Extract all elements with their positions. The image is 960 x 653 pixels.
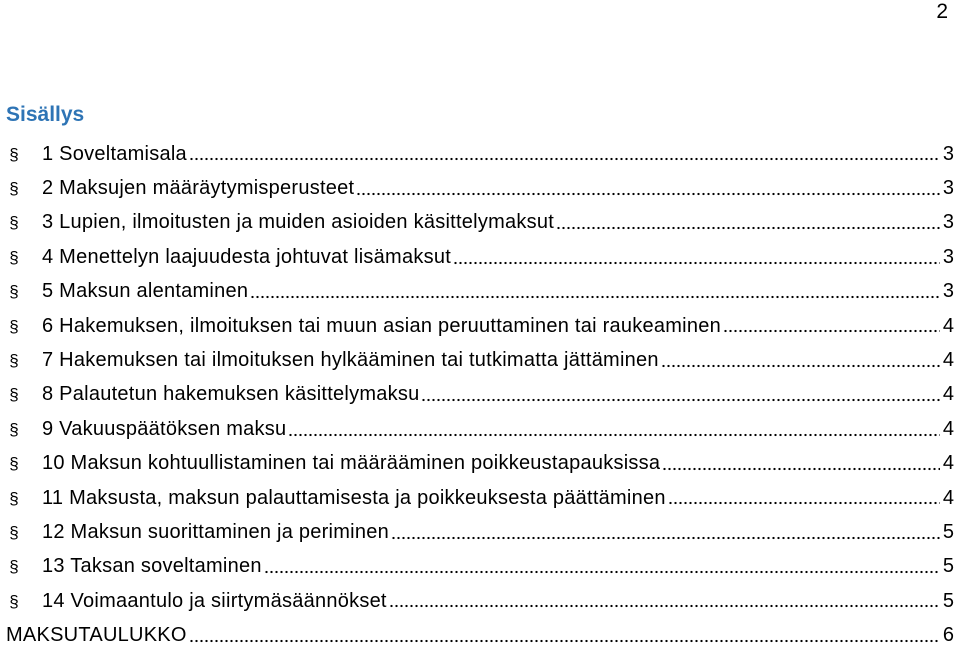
- toc-entry-title: 4 Menettelyn laajuudesta johtuvat lisämaksut: [42, 245, 452, 268]
- toc-entry-title: 14 Voimaantulo ja siirtymäsäännökset: [42, 589, 387, 612]
- toc-entry-title: 3 Lupien, ilmoitusten ja muiden asioiden käsittelymaksut: [42, 211, 555, 234]
- dot-leader: [391, 536, 940, 540]
- toc-entry-title: 7 Hakemuksen tai ilmoituksen hylkääminen tai tutkimatta jättäminen: [42, 349, 659, 372]
- section-mark-icon: §: [9, 419, 19, 439]
- dot-leader: [356, 192, 940, 196]
- toc-entry-page: 4: [942, 349, 954, 372]
- dot-leader: [288, 433, 940, 437]
- section-mark-icon: §: [9, 591, 19, 611]
- toc-entry-page: 4: [942, 417, 954, 440]
- toc-entry[interactable]: [0, 618, 960, 652]
- toc-entry-title: 8 Palautetun hakemuksen käsittelymaksu: [42, 383, 420, 406]
- toc-entry[interactable]: [0, 447, 960, 481]
- section-mark-icon: §: [9, 385, 19, 405]
- section-mark-icon: §: [9, 144, 19, 164]
- section-mark-icon: §: [9, 213, 19, 233]
- toc-entry[interactable]: [0, 171, 960, 205]
- toc-entry-page: 4: [942, 314, 954, 337]
- section-mark-icon: §: [9, 247, 19, 267]
- toc-entry-title: 13 Taksan soveltaminen: [42, 555, 262, 578]
- section-mark-icon: §: [9, 282, 19, 302]
- toc-entry-page: 5: [942, 589, 954, 612]
- dot-leader: [723, 329, 940, 333]
- dot-leader: [264, 570, 940, 574]
- toc-entry-title: 1 Soveltamisala: [42, 142, 187, 165]
- toc-entry-page: 4: [942, 452, 954, 475]
- page-number: 2: [936, 0, 948, 23]
- section-mark-icon: §: [9, 179, 19, 199]
- toc-entry[interactable]: [0, 240, 960, 274]
- dot-leader: [668, 501, 940, 505]
- toc-entry-page: 5: [942, 555, 954, 578]
- toc-entry-title: 2 Maksujen määräytymisperusteet: [42, 177, 355, 200]
- toc-entry-page: 4: [942, 383, 954, 406]
- toc-entry[interactable]: [0, 378, 960, 412]
- toc-entry-page: 5: [942, 520, 954, 543]
- toc-entry-page: 3: [942, 142, 954, 165]
- dot-leader: [189, 157, 940, 161]
- toc-entry-title: MAKSUTAULUKKO: [6, 624, 187, 647]
- toc-entry[interactable]: [0, 550, 960, 584]
- toc-entry-page: 6: [942, 624, 954, 647]
- toc-entry-page: 4: [942, 486, 954, 509]
- dot-leader: [556, 226, 940, 230]
- toc-entry-title: 11 Maksusta, maksun palauttamisesta ja poikkeuksesta päättäminen: [42, 486, 666, 509]
- section-mark-icon: §: [9, 351, 19, 371]
- section-mark-icon: §: [9, 522, 19, 542]
- toc-entry[interactable]: [0, 137, 960, 171]
- toc-entry[interactable]: [0, 515, 960, 549]
- section-mark-icon: §: [9, 316, 19, 336]
- toc-entry-title: 12 Maksun suorittaminen ja periminen: [42, 520, 389, 543]
- toc-entry-title: 9 Vakuuspäätöksen maksu: [42, 417, 287, 440]
- dot-leader: [662, 467, 940, 471]
- dot-leader: [421, 398, 940, 402]
- toc-entry-page: 3: [942, 245, 954, 268]
- dot-leader: [189, 639, 940, 643]
- toc-entry[interactable]: [0, 309, 960, 343]
- toc-entry[interactable]: [0, 275, 960, 309]
- dot-leader: [453, 261, 940, 265]
- dot-leader: [389, 604, 940, 608]
- toc-entry[interactable]: [0, 584, 960, 618]
- toc-list: [0, 137, 960, 653]
- dot-leader: [661, 364, 940, 368]
- toc-entry-title: 10 Maksun kohtuullistaminen tai määrääminen poikkeustapauksissa: [42, 452, 661, 475]
- section-mark-icon: §: [9, 454, 19, 474]
- toc-entry-page: 3: [942, 211, 954, 234]
- dot-leader: [250, 295, 940, 299]
- toc-entry[interactable]: [0, 412, 960, 446]
- toc-entry[interactable]: [0, 481, 960, 515]
- toc-entry-page: 3: [942, 177, 954, 200]
- toc-entry-title: 5 Maksun alentaminen: [42, 280, 249, 303]
- toc-entry[interactable]: [0, 343, 960, 377]
- toc-heading: Sisällys: [6, 103, 85, 126]
- toc-entry-page: 3: [942, 280, 954, 303]
- toc-entry[interactable]: [0, 206, 960, 240]
- section-mark-icon: §: [9, 488, 19, 508]
- toc-entry-title: 6 Hakemuksen, ilmoituksen tai muun asian peruuttaminen tai raukeaminen: [42, 314, 721, 337]
- section-mark-icon: §: [9, 557, 19, 577]
